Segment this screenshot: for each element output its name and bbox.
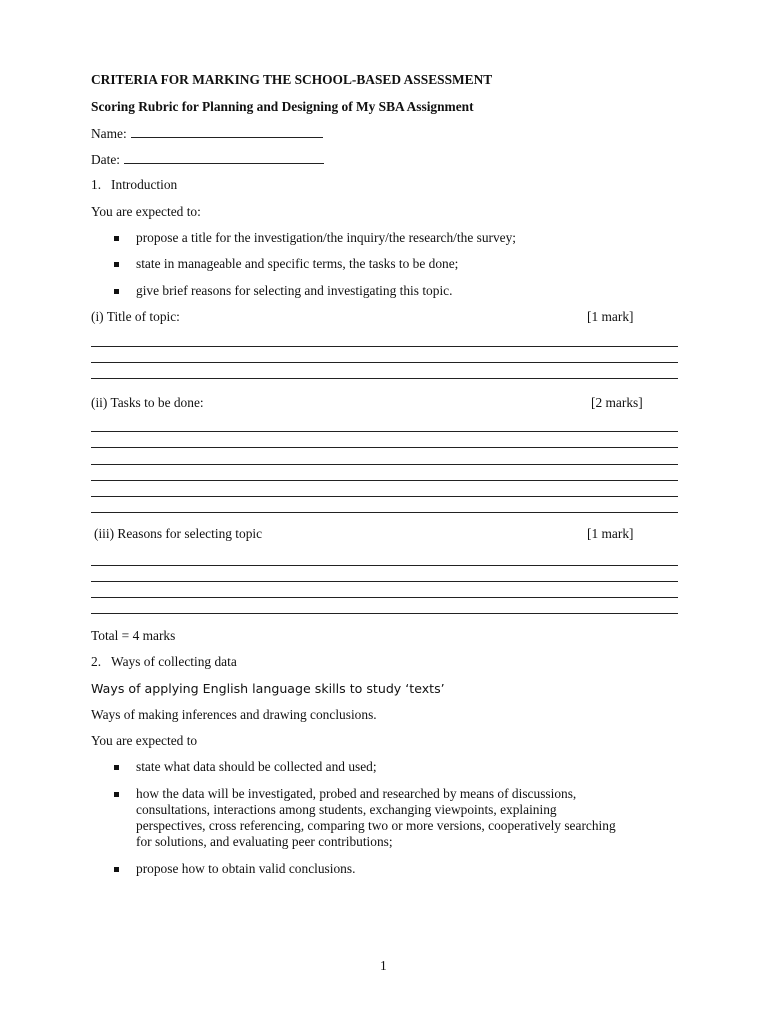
section1-total: Total = 4 marks	[91, 628, 176, 643]
section1-heading	[91, 177, 177, 193]
name-blank[interactable]	[131, 125, 323, 138]
section2-bullet-cont: for solutions, and evaluating peer contributions;	[136, 834, 393, 849]
document-subheading: Scoring Rubric for Planning and Designing of My SBA Assignment	[91, 99, 474, 114]
answer-line[interactable]	[91, 496, 678, 497]
answer-line[interactable]	[91, 565, 678, 566]
answer-line[interactable]	[91, 613, 678, 614]
section2-line2: Ways of making inferences and drawing conclusions.	[91, 707, 377, 722]
item-tasks-mark: [2 marks]	[591, 395, 643, 410]
answer-line[interactable]	[91, 378, 678, 379]
section1-number: 1.	[91, 177, 102, 192]
answer-line[interactable]	[91, 464, 678, 465]
section1-intro: You are expected to:	[91, 204, 201, 219]
section2-heading	[91, 654, 237, 670]
answer-line[interactable]	[91, 597, 678, 598]
date-blank[interactable]	[124, 151, 324, 164]
name-label: Name:	[91, 126, 127, 141]
bullet-marker	[114, 289, 119, 294]
document-heading: CRITERIA FOR MARKING THE SCHOOL-BASED ASSESSMENT	[91, 72, 493, 87]
section2-line1: Ways of applying English language skills to study ‘texts’	[91, 681, 445, 696]
item-tasks-label: (ii) Tasks to be done:	[91, 395, 204, 410]
bullet-marker	[114, 236, 119, 241]
section1-bullet: propose a title for the investigation/the inquiry/the research/the survey;	[136, 230, 517, 245]
answer-line[interactable]	[91, 581, 678, 582]
name-field[interactable]	[91, 125, 323, 142]
answer-line[interactable]	[91, 346, 678, 347]
answer-line[interactable]	[91, 447, 678, 448]
section2-bullet: state what data should be collected and used;	[136, 759, 377, 774]
section2-bullet: how the data will be investigated, probed and researched by means of discussions,	[136, 786, 577, 801]
section1-title: Introduction	[111, 177, 178, 192]
section1-bullet: give brief reasons for selecting and investigating this topic.	[136, 283, 453, 298]
section2-bullet-cont: perspectives, cross referencing, comparing two or more versions, cooperatively searching	[136, 818, 616, 833]
bullet-marker	[114, 792, 119, 797]
item-title-label: (i) Title of topic:	[91, 309, 180, 324]
section2-intro: You are expected to	[91, 733, 198, 748]
answer-line[interactable]	[91, 431, 678, 432]
section2-title: Ways of collecting data	[111, 654, 237, 669]
item-reasons-mark: [1 mark]	[587, 526, 634, 541]
section2-number: 2.	[91, 654, 102, 669]
date-field[interactable]	[91, 151, 324, 168]
section1-bullet: state in manageable and specific terms, the tasks to be done;	[136, 256, 459, 271]
page-number: 1	[380, 958, 387, 973]
answer-line[interactable]	[91, 362, 678, 363]
section2-bullet-cont: consultations, interactions among students, exchanging viewpoints, explaining	[136, 802, 557, 817]
answer-line[interactable]	[91, 512, 678, 513]
item-reasons-label: (iii) Reasons for selecting topic	[94, 526, 263, 541]
bullet-marker	[114, 262, 119, 267]
answer-line[interactable]	[91, 480, 678, 481]
bullet-marker	[114, 867, 119, 872]
section2-bullet: propose how to obtain valid conclusions.	[136, 861, 356, 876]
bullet-marker	[114, 765, 119, 770]
date-label: Date:	[91, 152, 120, 167]
item-title-mark: [1 mark]	[587, 309, 634, 324]
